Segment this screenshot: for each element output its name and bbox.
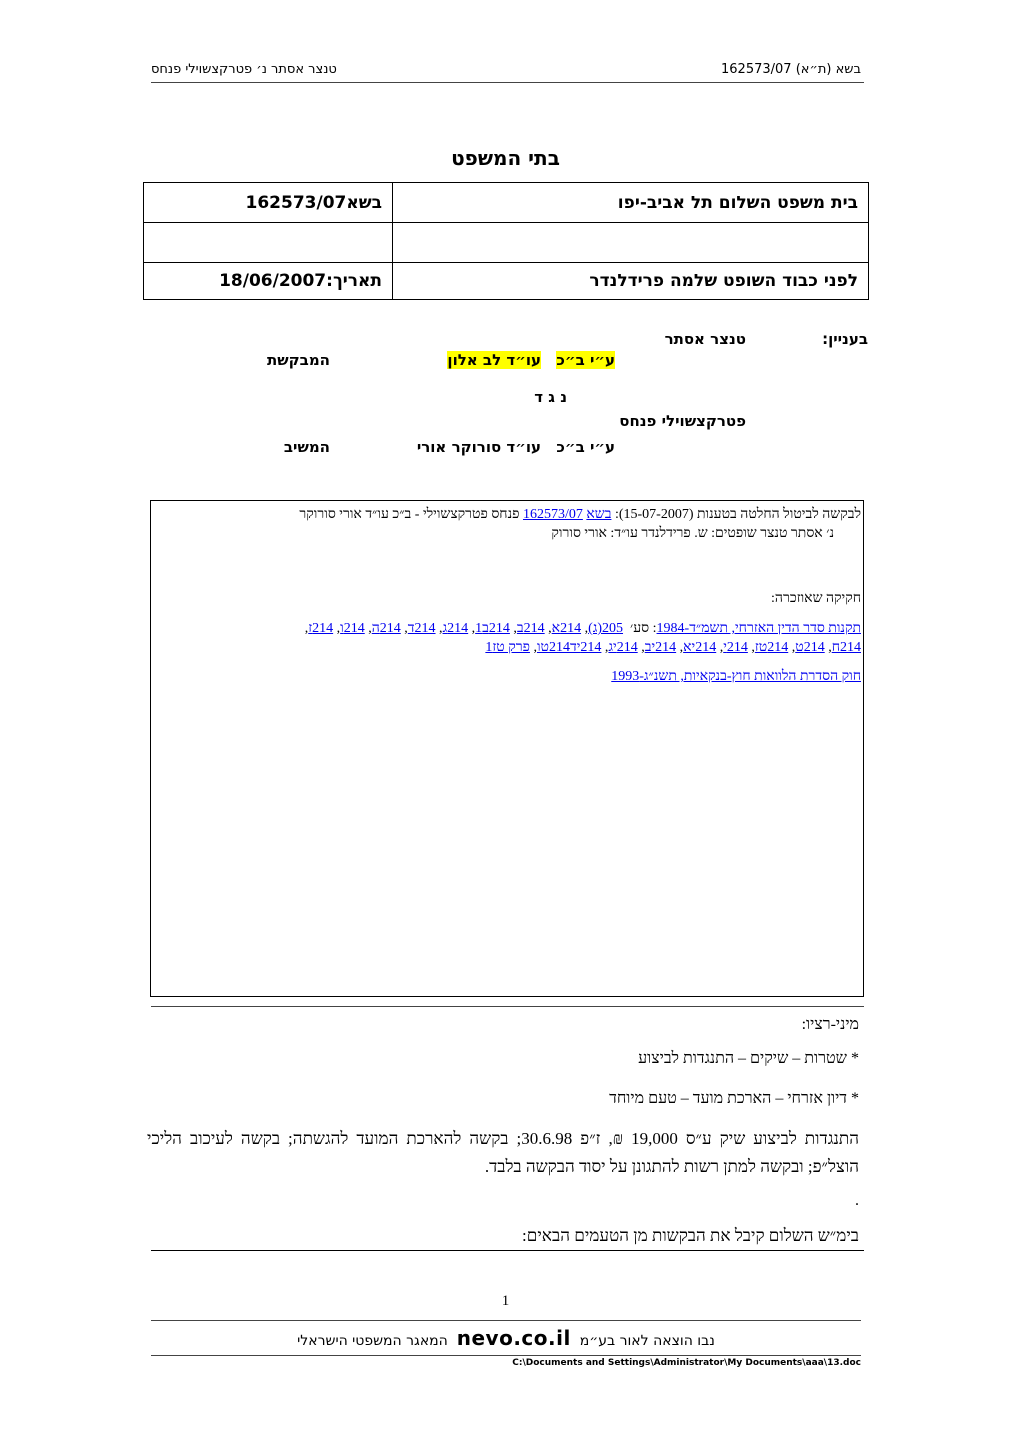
section-link[interactable]: פרק טז1	[485, 640, 530, 655]
footer-rule-bottom	[151, 1355, 861, 1356]
running-header-case: בשא (ת״א) 162573/07	[721, 62, 861, 77]
section-link[interactable]: 214ח	[831, 640, 861, 655]
law-2-link[interactable]: חוק הסדרת הלוואות חוץ-בנקאיות, תשנ״ג-1993	[611, 669, 861, 684]
footer-rule-top	[151, 1320, 861, 1321]
case-link-number[interactable]: 162573/07	[522, 507, 583, 522]
date-value: 18/06/2007	[219, 271, 327, 291]
section-link[interactable]: 214יב	[644, 640, 677, 655]
respondent-role: המשיב	[283, 438, 330, 456]
case-link-type[interactable]: בשא	[586, 507, 612, 522]
section-link[interactable]: 205(ג)	[588, 621, 624, 636]
summary-box	[150, 500, 864, 997]
separator-rule	[151, 1006, 864, 1007]
mini-ratio-bullet-2: * דיון אזרחי – הארכת מועד – טעם מיוחד	[609, 1090, 859, 1107]
summary-line-2: נ׳ אסתר טנצר שופטים: ש. פרידלנדר עו״ד: אורי סורוק	[551, 526, 834, 541]
section-link[interactable]: 214ד	[407, 621, 436, 636]
date-label: תאריך:	[326, 271, 382, 291]
applicant-role: המבקשת	[267, 351, 330, 369]
blank-cell	[144, 223, 393, 263]
body-end-rule	[151, 1250, 864, 1251]
applicant-by: ע״י ב״כ	[556, 351, 615, 369]
section-link[interactable]: 214יד214טו	[536, 640, 602, 655]
section-link[interactable]: 214י	[723, 640, 748, 655]
respondent-lawyer: עו״ד סורוקר אורי	[416, 438, 541, 456]
versus: נ ג ד	[534, 388, 567, 406]
mini-ratio-dot: .	[855, 1192, 859, 1209]
section-link[interactable]: 214טז	[754, 640, 789, 655]
section-link[interactable]: 214ה	[371, 621, 401, 636]
mini-ratio-label: מיני-רציו:	[801, 1016, 859, 1033]
footer-bar	[151, 1325, 861, 1351]
section-link[interactable]: 214ו	[340, 621, 365, 636]
mini-ratio-bullet-1: * שטרות – שיקים – התנגדות לביצוע	[638, 1050, 859, 1067]
applicant-lawyer: עו״ד לב אלון	[447, 351, 541, 369]
footer-published: נבו הוצאה לאור בע״מ	[579, 1333, 715, 1349]
court-blank-cell	[393, 223, 869, 263]
mini-ratio-last-line: בימ״ש השלום קיבל את הבקשות מן הטעמים הבאים:	[522, 1226, 859, 1245]
mini-ratio-paragraph: התנגדות לביצוע שיק ע״ס 19,000 ₪, ז״פ 30.6.98; בקשה להארכת המועד להגשתה; בקשה לעיכוב הליכי הוצל״פ; ובקשה למתן רשות להתגונן על יסוד הבקשה בלבד.	[147, 1129, 859, 1176]
summary-suffix: פנחס פטרקצשוילי - ב״כ עו״ד אורי סורוקר	[299, 507, 520, 522]
section-link[interactable]: 214יא	[683, 640, 717, 655]
page-number: 1	[501, 1293, 510, 1309]
section-link[interactable]: 214ב	[516, 621, 545, 636]
legislation-label: חקיקה שאוזכרה:	[771, 591, 861, 606]
section-link[interactable]: 214ג	[442, 621, 469, 636]
running-header-parties: טנצר אסתר נ׳ פטרקצשוילי פנחס	[151, 62, 337, 77]
section-link[interactable]: 214יג	[608, 640, 638, 655]
summary-prefix: לבקשה לביטול החלטה בטענות (15-07-2007):	[614, 507, 861, 522]
law-1-link[interactable]: תקנות סדר הדין האזרחי, תשמ״ד-1984	[656, 621, 861, 636]
law-1-line-2: 214ח, 214ט, 214טז, 214י, 214יא, 214יב, 214יג, 214יד214טו, פרק טז1	[485, 640, 861, 655]
header-rule	[151, 82, 864, 83]
section-link[interactable]: 214ט	[795, 640, 825, 655]
footer-tagline: המאגר המשפטי הישראלי	[297, 1333, 448, 1349]
summary-line-1	[299, 506, 861, 524]
section-link[interactable]: 214ז	[308, 621, 334, 636]
law-2-line	[611, 668, 861, 686]
section-link[interactable]: 214ב1	[475, 621, 510, 636]
footer-file-path: C:\Documents and Settings\Administrator\My Documents\aaa\13.doc	[512, 1358, 861, 1368]
respondent-name: פטרקצשוילי פנחס	[619, 412, 746, 430]
matter-label: בעניין:	[822, 330, 868, 348]
applicant-name: טנצר אסתר	[664, 330, 746, 348]
page-title: בתי המשפט	[451, 146, 560, 170]
judge-name: לפני כבוד השופט שלמה פרידלנדר	[393, 263, 869, 300]
case-info-table	[143, 182, 869, 300]
date-cell	[144, 263, 393, 300]
law-1-line-1: תקנות סדר הדין האזרחי, תשמ״ד-1984: סע׳ 205(ג), 214א, 214ב, 214ב1, 214ג, 214ד, 214ה, 214ו, 214ז,	[304, 621, 861, 636]
court-name: בית משפט השלום תל אביב-יפו	[393, 183, 869, 223]
case-number: בשא162573/07	[144, 183, 393, 223]
respondent-by: ע״י ב״כ	[556, 438, 615, 456]
nevo-logo: nevo.co.il	[456, 1326, 571, 1350]
law-1-sections-label: : סע׳	[630, 621, 657, 636]
section-link[interactable]: 214א	[551, 621, 582, 636]
